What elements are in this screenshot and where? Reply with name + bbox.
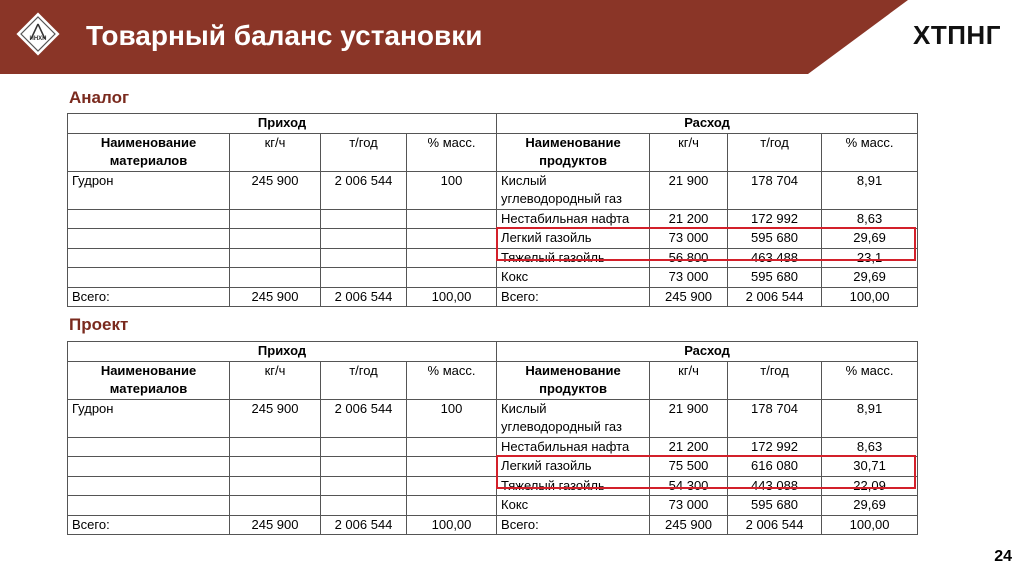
cell: 595 680 [728,268,822,288]
cell: 8,63 [822,209,918,229]
cell: 595 680 [728,229,822,249]
cell: 245 900 [230,515,321,535]
col-header-materials: Наименование материалов [68,133,230,171]
cell: 29,69 [822,229,918,249]
cell: Легкий газойль [497,457,650,477]
cell: 8,63 [822,437,918,457]
col-header-pct: % масс. [822,361,918,399]
cell: 2 006 544 [728,515,822,535]
col-header-kgh: кг/ч [650,361,728,399]
cell: 172 992 [728,209,822,229]
cell [407,248,497,268]
cell: Кислый углеводородный газ [497,399,650,437]
cell [321,209,407,229]
cell: 463 488 [728,248,822,268]
table-row [68,171,918,209]
section-title-project: Проект [69,315,129,334]
cell: 8,91 [822,171,918,209]
cell: 73 000 [650,268,728,288]
cell: 443 088 [728,476,822,496]
cell [230,268,321,288]
cell: Нестабильная нафта [497,209,650,229]
cell: 22,09 [822,476,918,496]
cell: 245 900 [650,515,728,535]
cell [321,437,407,457]
page-number: 24 [994,548,1012,565]
cell: 54 300 [650,476,728,496]
col-header-kgh: кг/ч [230,361,321,399]
cell [407,476,497,496]
cell: 30,71 [822,457,918,477]
cell [68,457,230,477]
cell: 616 080 [728,457,822,477]
cell [230,229,321,249]
cell [321,229,407,249]
header-banner [0,0,1024,74]
table-row-total [68,287,918,307]
org-title: ХТПНГ [913,20,1001,50]
col-header-tyr: т/год [321,133,407,171]
highlight-box-project [496,455,916,489]
cell: 8,91 [822,399,918,437]
cell: 178 704 [728,171,822,209]
cell [230,476,321,496]
group-income: Приход [68,114,497,134]
col-header-tyr: т/год [728,361,822,399]
cell [321,268,407,288]
cell [407,496,497,516]
cell [230,437,321,457]
table-row [68,399,918,437]
cell [407,209,497,229]
cell [68,437,230,457]
cell: Всего: [68,287,230,307]
cell: 100,00 [407,515,497,535]
cell [407,229,497,249]
cell: 73 000 [650,496,728,516]
cell [68,248,230,268]
cell: 245 900 [230,399,321,437]
cell [407,437,497,457]
cell [68,229,230,249]
cell: 23,1 [822,248,918,268]
cell [321,496,407,516]
cell: 21 200 [650,437,728,457]
cell: 245 900 [230,287,321,307]
cell: Всего: [497,287,650,307]
cell [230,457,321,477]
cell: 100,00 [822,287,918,307]
cell: Тяжелый газойль [497,248,650,268]
cell [407,268,497,288]
col-header-tyr: т/год [321,361,407,399]
cell: 21 900 [650,171,728,209]
cell [68,496,230,516]
cell [230,496,321,516]
cell [321,457,407,477]
col-header-kgh: кг/ч [650,133,728,171]
col-header-pct: % масс. [407,361,497,399]
cell: Кокс [497,268,650,288]
col-header-products: Наименование продуктов [497,133,650,171]
col-header-kgh: кг/ч [230,133,321,171]
cell: 2 006 544 [321,287,407,307]
cell [230,209,321,229]
cell: 595 680 [728,496,822,516]
cell [321,476,407,496]
cell: Нестабильная нафта [497,437,650,457]
cell [321,248,407,268]
cell [68,476,230,496]
cell: Кокс [497,496,650,516]
col-header-products: Наименование продуктов [497,361,650,399]
cell: 100,00 [822,515,918,535]
cell: 245 900 [230,171,321,209]
cell [230,248,321,268]
cell: 21 200 [650,209,728,229]
cell: 2 006 544 [321,171,407,209]
company-logo [13,9,63,59]
cell: 245 900 [650,287,728,307]
group-income: Приход [68,342,497,362]
page-title: Товарный баланс установки [86,20,483,51]
svg-text:ИНХН: ИНХН [29,36,47,42]
cell: 29,69 [822,496,918,516]
col-header-pct: % масс. [407,133,497,171]
cell: 75 500 [650,457,728,477]
cell: 172 992 [728,437,822,457]
cell [68,209,230,229]
group-expense: Расход [497,342,918,362]
cell: 29,69 [822,268,918,288]
cell: 56 800 [650,248,728,268]
cell [68,268,230,288]
cell: Гудрон [68,399,230,437]
table-row [68,268,918,288]
cell: 73 000 [650,229,728,249]
highlight-box-analog [496,227,916,261]
table-row [68,209,918,229]
cell: Легкий газойль [497,229,650,249]
table-row [68,437,918,457]
cell [407,457,497,477]
section-title-analog: Аналог [69,88,130,107]
col-header-pct: % масс. [822,133,918,171]
col-header-tyr: т/год [728,133,822,171]
cell: 21 900 [650,399,728,437]
cell: 178 704 [728,399,822,437]
group-expense: Расход [497,114,918,134]
cell: Тяжелый газойль [497,476,650,496]
cell: 2 006 544 [321,515,407,535]
cell: 100,00 [407,287,497,307]
cell: 2 006 544 [728,287,822,307]
cell: 2 006 544 [321,399,407,437]
cell: Всего: [68,515,230,535]
cell: Кислый углеводородный газ [497,171,650,209]
balance-table-project [67,341,918,535]
cell: Гудрон [68,171,230,209]
table-row [68,496,918,516]
table-row-total [68,515,918,535]
cell: 100 [407,171,497,209]
balance-table-analog [67,113,918,307]
cell: Всего: [497,515,650,535]
col-header-materials: Наименование материалов [68,361,230,399]
cell: 100 [407,399,497,437]
